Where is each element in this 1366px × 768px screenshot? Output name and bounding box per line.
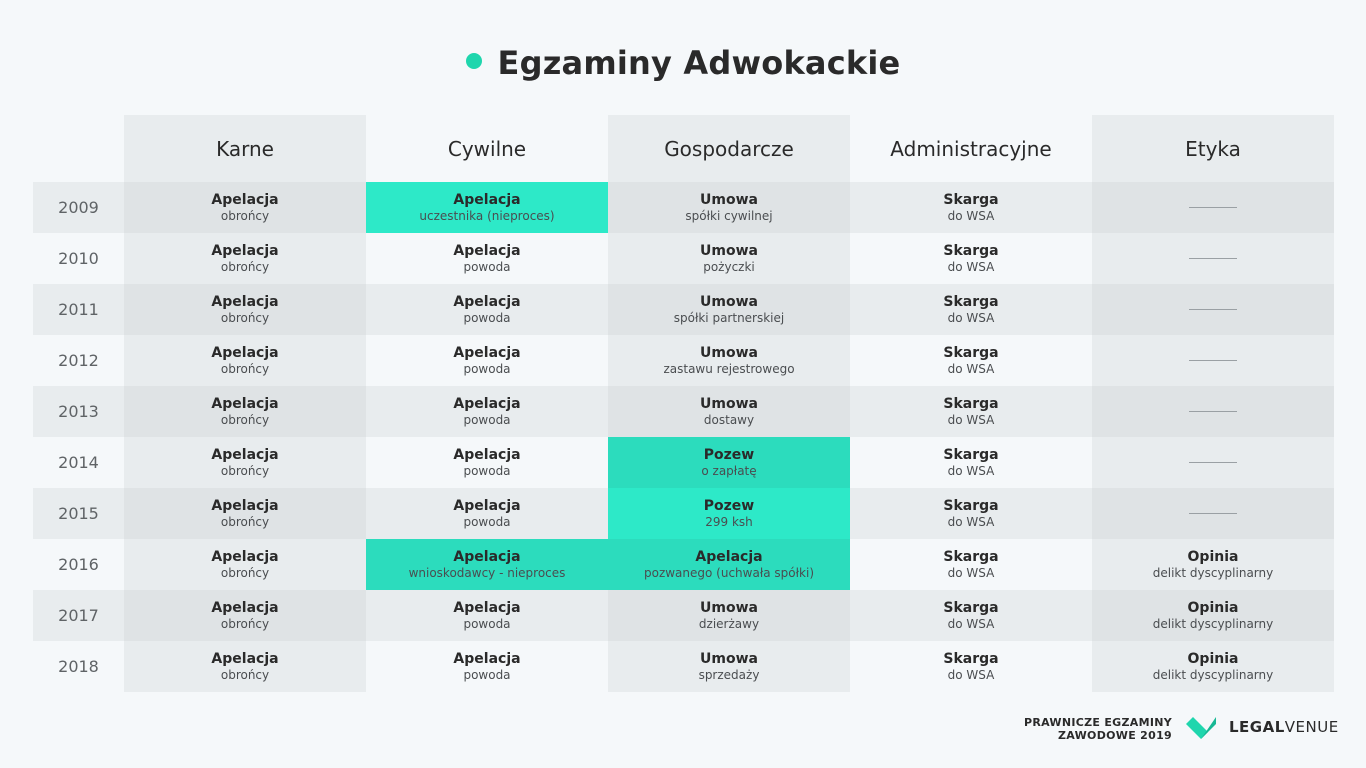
table-cell	[608, 590, 850, 641]
cell-title: Pozew	[703, 497, 755, 514]
page-title	[0, 44, 1366, 82]
cell-title: Umowa	[700, 344, 758, 361]
cell-subtitle: powoda	[463, 361, 511, 376]
table-cell	[850, 437, 1092, 488]
row-year: 2015	[33, 488, 124, 539]
cell-subtitle: powoda	[463, 259, 511, 274]
cell-subtitle: zastawu rejestrowego	[663, 361, 795, 376]
table-cell	[1092, 590, 1334, 641]
table-cell	[608, 488, 850, 539]
table-cell	[124, 488, 366, 539]
footer-line-1: PRAWNICZE EGZAMINY	[1023, 716, 1172, 729]
cell-subtitle: 299 ksh	[705, 514, 753, 529]
footer-line-2: ZAWODOWE 2019	[1058, 729, 1172, 742]
cell-title: Apelacja	[695, 548, 763, 565]
cell-subtitle: obrońcy	[220, 514, 270, 529]
title-dot-icon	[466, 53, 482, 69]
row-year: 2017	[33, 590, 124, 641]
cell-title: Apelacja	[211, 548, 279, 565]
table-cell	[850, 335, 1092, 386]
table-cell	[608, 182, 850, 233]
cell-subtitle: obrońcy	[220, 463, 270, 478]
cell-subtitle: do WSA	[947, 361, 995, 376]
table-cell	[366, 284, 608, 335]
cell-title: Umowa	[700, 293, 758, 310]
table-cell	[366, 335, 608, 386]
cell-title: Apelacja	[453, 599, 521, 616]
table-cell	[608, 233, 850, 284]
cell-subtitle: powoda	[463, 616, 511, 631]
cell-title: Opinia	[1187, 650, 1239, 667]
page-title-text: Egzaminy Adwokackie	[497, 44, 901, 82]
cell-subtitle: do WSA	[947, 667, 995, 682]
cell-title: Skarga	[943, 446, 999, 463]
table-cell	[1092, 641, 1334, 692]
cell-title: Skarga	[943, 548, 999, 565]
cell-title: Umowa	[700, 242, 758, 259]
table-cell	[366, 539, 608, 590]
header-corner	[33, 115, 124, 182]
cell-subtitle: obrońcy	[220, 208, 270, 223]
row-year: 2011	[33, 284, 124, 335]
cell-subtitle: dostawy	[703, 412, 755, 427]
cell-subtitle: spółki cywilnej	[685, 208, 773, 223]
cell-title: Apelacja	[211, 446, 279, 463]
cell-subtitle: do WSA	[947, 514, 995, 529]
empty-dash	[1189, 513, 1237, 514]
row-year: 2012	[33, 335, 124, 386]
cell-title: Apelacja	[453, 191, 521, 208]
cell-subtitle: obrońcy	[220, 310, 270, 325]
empty-dash	[1189, 207, 1237, 208]
cell-subtitle: do WSA	[947, 259, 995, 274]
cell-subtitle: powoda	[463, 463, 511, 478]
cell-subtitle: obrońcy	[220, 259, 270, 274]
empty-dash	[1189, 462, 1237, 463]
cell-title: Skarga	[943, 293, 999, 310]
cell-subtitle: obrońcy	[220, 565, 270, 580]
table-cell	[1092, 437, 1334, 488]
table-cell	[366, 437, 608, 488]
table-cell	[1092, 488, 1334, 539]
cell-subtitle: do WSA	[947, 208, 995, 223]
cell-title: Umowa	[700, 191, 758, 208]
table-cell	[608, 641, 850, 692]
cell-title: Apelacja	[211, 242, 279, 259]
cell-title: Skarga	[943, 599, 999, 616]
table-cell	[608, 335, 850, 386]
cell-subtitle: pożyczki	[703, 259, 755, 274]
table-cell	[850, 284, 1092, 335]
cell-subtitle: o zapłatę	[701, 463, 757, 478]
cell-subtitle: obrońcy	[220, 361, 270, 376]
cell-title: Apelacja	[211, 599, 279, 616]
logo-text-light: VENUE	[1284, 718, 1339, 736]
table-cell	[1092, 386, 1334, 437]
column-header: Gospodarcze	[608, 115, 850, 182]
table-cell	[124, 437, 366, 488]
empty-dash	[1189, 360, 1237, 361]
cell-subtitle: wnioskodawcy - nieproces	[408, 565, 566, 580]
cell-subtitle: do WSA	[947, 565, 995, 580]
cell-subtitle: spółki partnerskiej	[673, 310, 785, 325]
column-header: Karne	[124, 115, 366, 182]
table-cell	[366, 182, 608, 233]
table-cell	[366, 641, 608, 692]
table-cell	[124, 641, 366, 692]
cell-title: Apelacja	[211, 344, 279, 361]
cell-title: Apelacja	[453, 548, 521, 565]
cell-title: Apelacja	[211, 191, 279, 208]
cell-subtitle: powoda	[463, 412, 511, 427]
legalvenue-logo-icon	[1184, 714, 1218, 742]
table-cell	[366, 386, 608, 437]
table-cell	[124, 182, 366, 233]
cell-title: Apelacja	[453, 344, 521, 361]
cell-title: Pozew	[703, 446, 755, 463]
empty-dash	[1189, 411, 1237, 412]
table-cell	[850, 182, 1092, 233]
table-cell	[608, 437, 850, 488]
row-year: 2014	[33, 437, 124, 488]
cell-subtitle: powoda	[463, 310, 511, 325]
table-cell	[124, 284, 366, 335]
table-cell	[366, 488, 608, 539]
cell-title: Umowa	[700, 650, 758, 667]
table-cell	[1092, 539, 1334, 590]
table-cell	[608, 284, 850, 335]
cell-subtitle: delikt dyscyplinarny	[1152, 667, 1274, 682]
table-cell	[850, 488, 1092, 539]
cell-title: Apelacja	[453, 446, 521, 463]
cell-subtitle: do WSA	[947, 412, 995, 427]
cell-subtitle: delikt dyscyplinarny	[1152, 616, 1274, 631]
cell-title: Apelacja	[211, 293, 279, 310]
table-cell	[850, 590, 1092, 641]
table-cell	[850, 233, 1092, 284]
cell-subtitle: do WSA	[947, 463, 995, 478]
cell-title: Apelacja	[453, 293, 521, 310]
cell-title: Apelacja	[453, 497, 521, 514]
cell-title: Apelacja	[211, 497, 279, 514]
cell-title: Apelacja	[453, 395, 521, 412]
table-cell	[608, 539, 850, 590]
table-cell	[124, 539, 366, 590]
cell-title: Apelacja	[453, 242, 521, 259]
logo-text-bold: LEGAL	[1229, 718, 1285, 736]
cell-subtitle: delikt dyscyplinarny	[1152, 565, 1274, 580]
column-header: Administracyjne	[850, 115, 1092, 182]
cell-subtitle: obrońcy	[220, 616, 270, 631]
empty-dash	[1189, 258, 1237, 259]
exam-table	[33, 115, 1334, 692]
cell-title: Opinia	[1187, 599, 1239, 616]
cell-title: Opinia	[1187, 548, 1239, 565]
table-cell	[366, 590, 608, 641]
row-year: 2010	[33, 233, 124, 284]
table-cell	[1092, 182, 1334, 233]
cell-title: Skarga	[943, 242, 999, 259]
row-year: 2009	[33, 182, 124, 233]
table-cell	[1092, 233, 1334, 284]
column-header: Etyka	[1092, 115, 1334, 182]
table-cell	[124, 386, 366, 437]
cell-title: Skarga	[943, 395, 999, 412]
empty-dash	[1189, 309, 1237, 310]
footer-caption	[1020, 716, 1172, 742]
cell-title: Skarga	[943, 650, 999, 667]
cell-subtitle: powoda	[463, 667, 511, 682]
cell-subtitle: uczestnika (nieproces)	[419, 208, 555, 223]
cell-title: Umowa	[700, 599, 758, 616]
table-cell	[124, 233, 366, 284]
row-year: 2018	[33, 641, 124, 692]
table-cell	[366, 233, 608, 284]
cell-title: Apelacja	[453, 650, 521, 667]
cell-subtitle: dzierżawy	[698, 616, 760, 631]
cell-title: Skarga	[943, 344, 999, 361]
row-year: 2016	[33, 539, 124, 590]
table-cell	[1092, 284, 1334, 335]
column-header: Cywilne	[366, 115, 608, 182]
cell-subtitle: do WSA	[947, 310, 995, 325]
table-cell	[850, 386, 1092, 437]
cell-title: Umowa	[700, 395, 758, 412]
cell-subtitle: sprzedaży	[698, 667, 760, 682]
table-cell	[1092, 335, 1334, 386]
cell-subtitle: do WSA	[947, 616, 995, 631]
table-cell	[124, 590, 366, 641]
cell-title: Skarga	[943, 497, 999, 514]
cell-title: Skarga	[943, 191, 999, 208]
table-cell	[850, 539, 1092, 590]
cell-title: Apelacja	[211, 395, 279, 412]
cell-subtitle: pozwanego (uchwała spółki)	[643, 565, 814, 580]
table-cell	[850, 641, 1092, 692]
table-cell	[608, 386, 850, 437]
row-year: 2013	[33, 386, 124, 437]
cell-subtitle: powoda	[463, 514, 511, 529]
cell-title: Apelacja	[211, 650, 279, 667]
cell-subtitle: obrońcy	[220, 667, 270, 682]
legalvenue-logo-text	[1229, 718, 1339, 736]
table-cell	[124, 335, 366, 386]
cell-subtitle: obrońcy	[220, 412, 270, 427]
